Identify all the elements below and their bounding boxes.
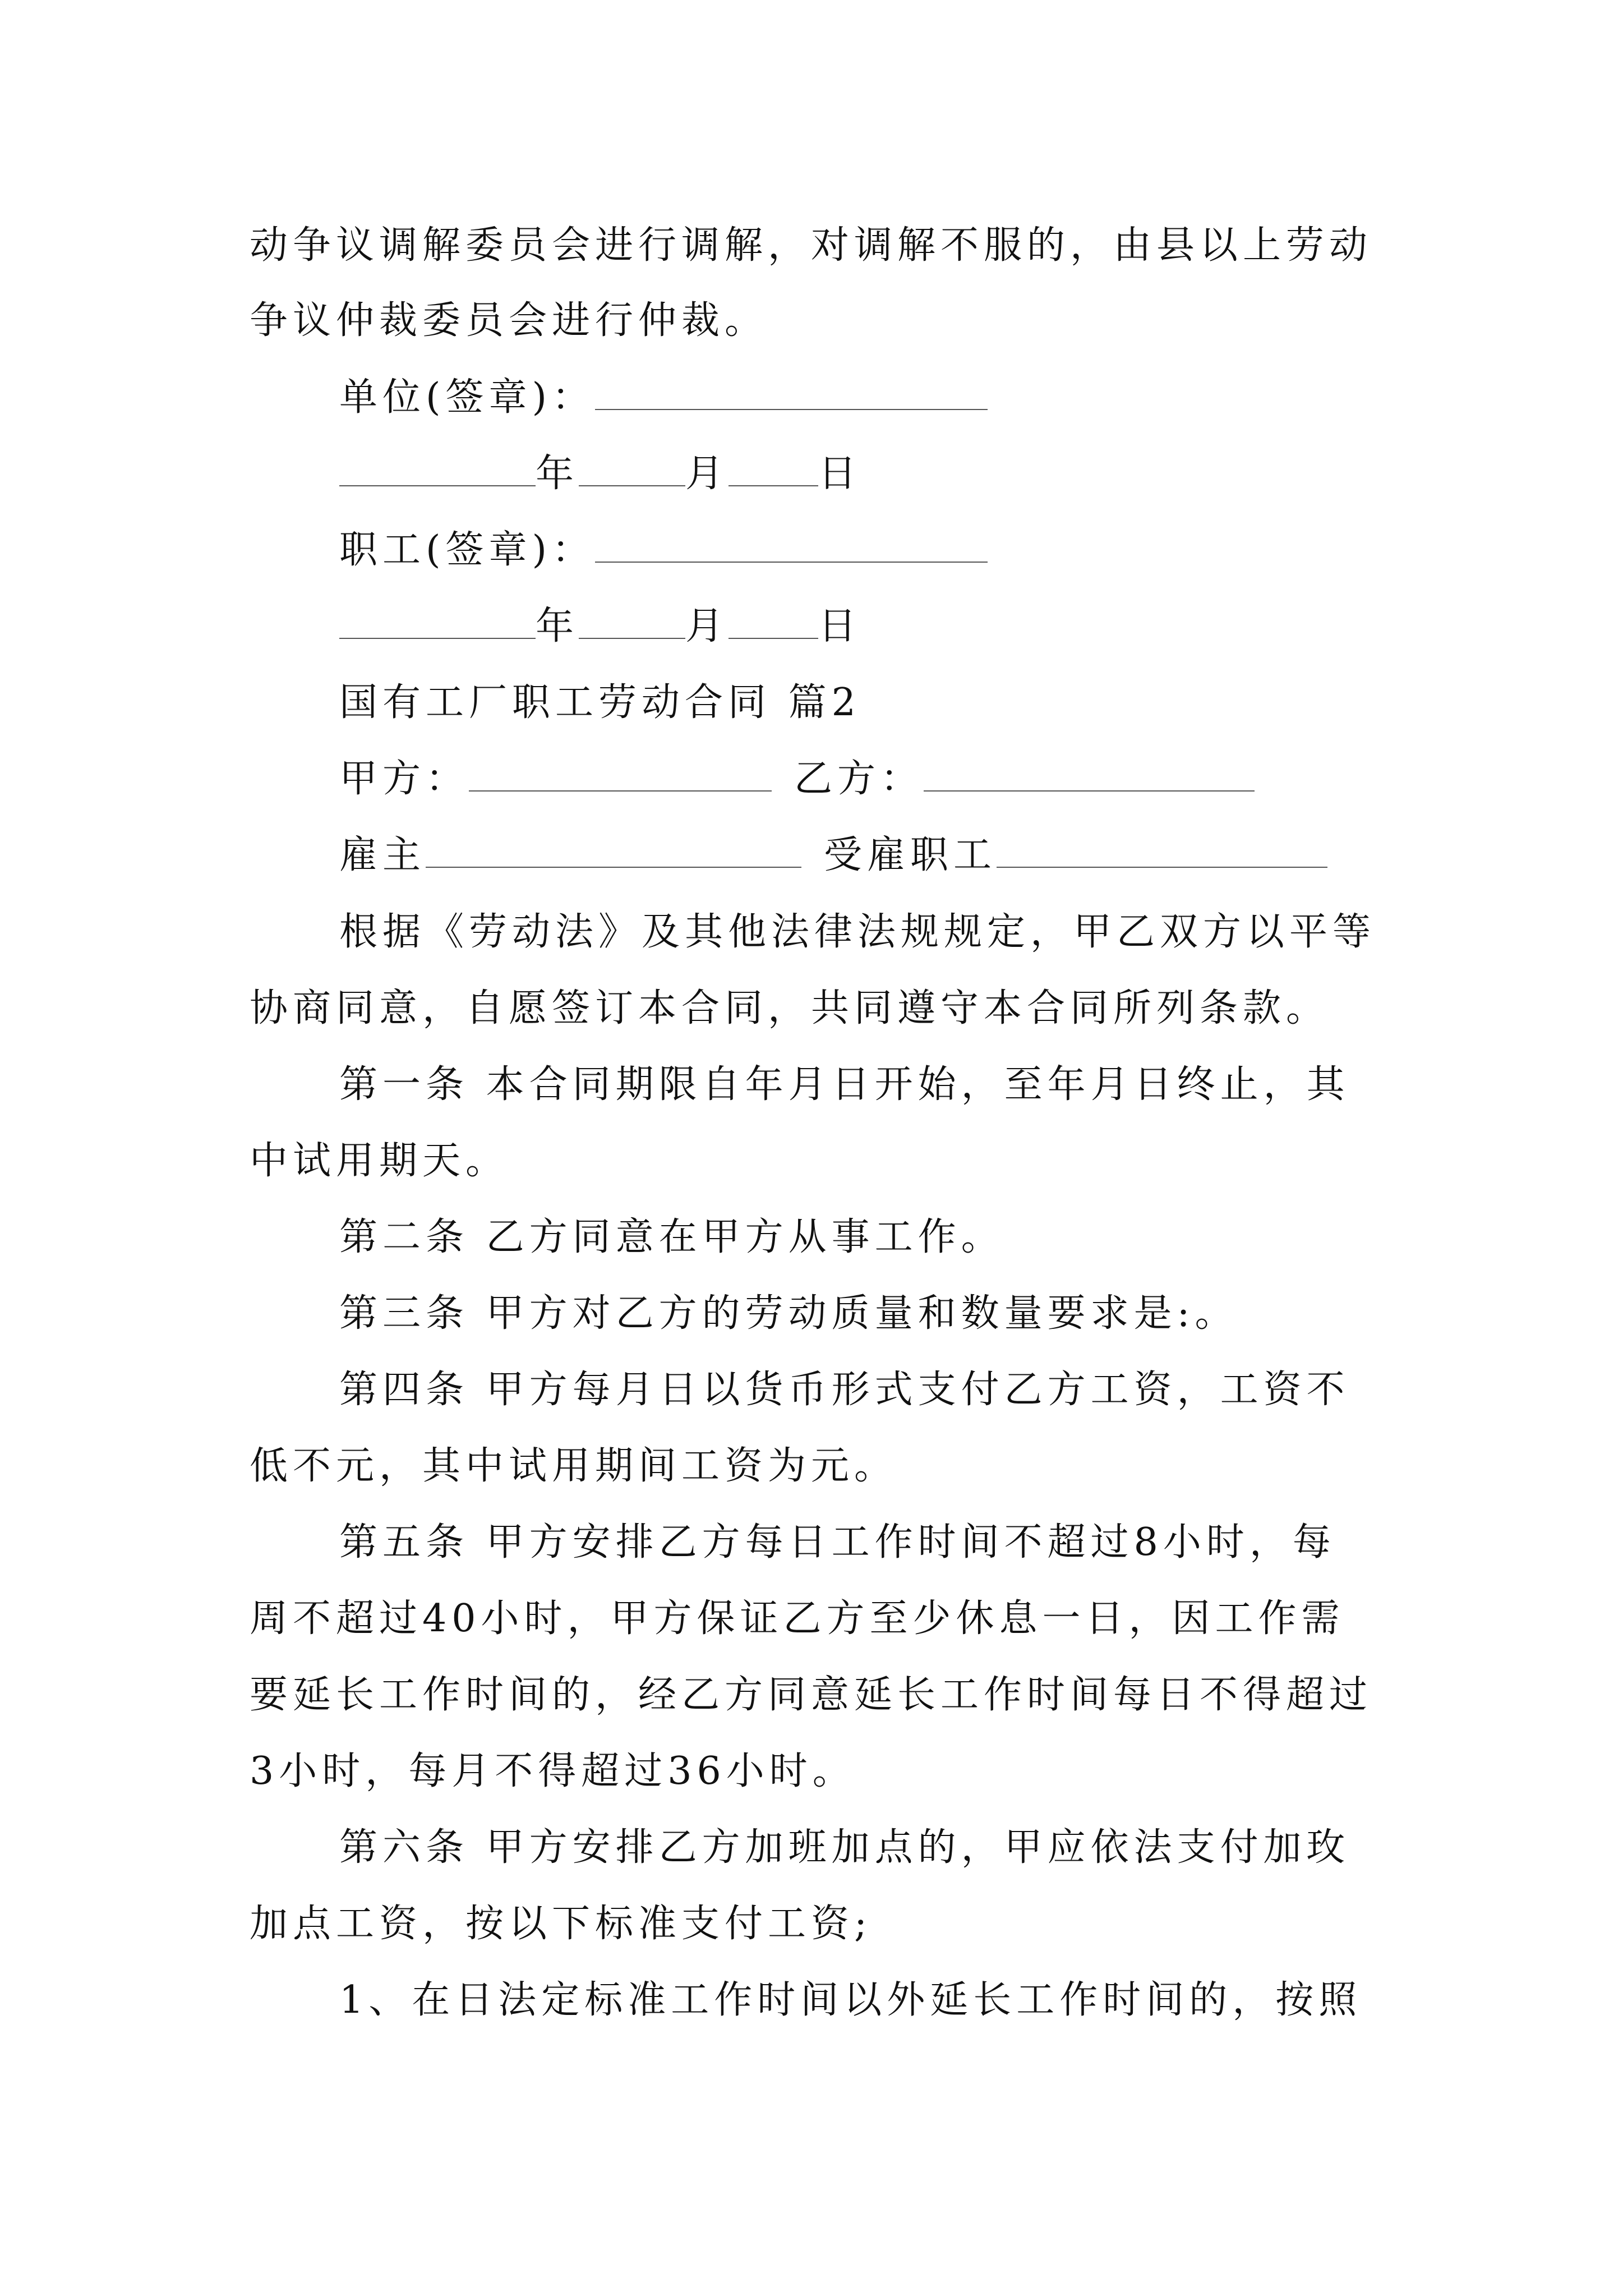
section-heading: 国有工厂职工劳动合同 篇2 (339, 680, 861, 725)
staff-signature-blank (595, 527, 988, 563)
day-label: 日 (818, 604, 862, 648)
employee-label: 受雇职工 (824, 833, 997, 877)
party-b-blank (924, 756, 1255, 792)
text-line: 3小时，每月不得超过36小时。 (250, 1749, 856, 1793)
text-line: 1、在日法定标准工作时间以外延长工作时间的，按照 (339, 1978, 1362, 2022)
text-line: 争议仲裁委员会进行仲裁。 (250, 298, 768, 343)
text-line: 中试用期天。 (250, 1139, 509, 1183)
text-line: 根据《劳动法》及其他法律法规规定，甲乙双方以平等 (339, 910, 1376, 954)
employer-label: 雇主 (339, 833, 426, 877)
employer-employee-line (339, 827, 1327, 884)
month-label: 月 (685, 452, 729, 496)
staff-signature-label: 职工(签章)： (339, 528, 596, 572)
text-line: 要延长工作时间的，经乙方同意延长工作时间每日不得超过 (250, 1673, 1373, 1717)
unit-signature-label: 单位(签章)： (339, 375, 596, 420)
year-label: 年 (536, 604, 579, 648)
month-label: 月 (685, 604, 729, 648)
text-line: 第二条 乙方同意在甲方从事工作。 (339, 1215, 1004, 1259)
unit-signature-line (339, 370, 988, 426)
unit-signature-blank (595, 374, 988, 410)
text-line: 第六条 甲方安排乙方加班加点的，甲应依法支付加玫 (339, 1825, 1350, 1870)
party-a-label: 甲方： (339, 757, 469, 801)
day-blank (728, 603, 818, 639)
employee-blank (997, 832, 1327, 868)
date-line (339, 599, 861, 655)
text-line: 协商同意，自愿签订本合同，共同遵守本合同所列条款。 (250, 986, 1330, 1030)
month-blank (579, 603, 685, 639)
party-b-label: 乙方： (794, 757, 924, 801)
year-blank (339, 450, 536, 486)
text-line: 周不超过40小时，甲方保证乙方至少休息一日，因工作需 (250, 1596, 1345, 1641)
text-line: 低不元，其中试用期间工资为元。 (250, 1444, 898, 1488)
text-line: 加点工资，按以下标准支付工资; (250, 1902, 872, 1946)
day-blank (728, 450, 818, 486)
month-blank (579, 450, 685, 486)
text-line: 第三条 甲方对乙方的劳动质量和数量要求是:。 (339, 1291, 1238, 1336)
parties-line (339, 751, 1255, 807)
staff-signature-line (339, 522, 988, 578)
party-a-blank (469, 756, 772, 792)
employer-blank (426, 832, 801, 868)
text-line: 第五条 甲方安排乙方每日工作时间不超过8小时，每 (339, 1520, 1336, 1565)
day-label: 日 (818, 452, 862, 496)
date-line (339, 446, 861, 502)
text-line: 第一条 本合同期限自年月日开始，至年月日终止，其 (339, 1062, 1350, 1107)
text-line: 第四条 甲方每月日以货币形式支付乙方工资，工资不 (339, 1368, 1350, 1412)
text-line: 动争议调解委员会进行调解，对调解不服的，由县以上劳动 (250, 223, 1373, 268)
year-blank (339, 603, 536, 639)
year-label: 年 (536, 452, 579, 496)
